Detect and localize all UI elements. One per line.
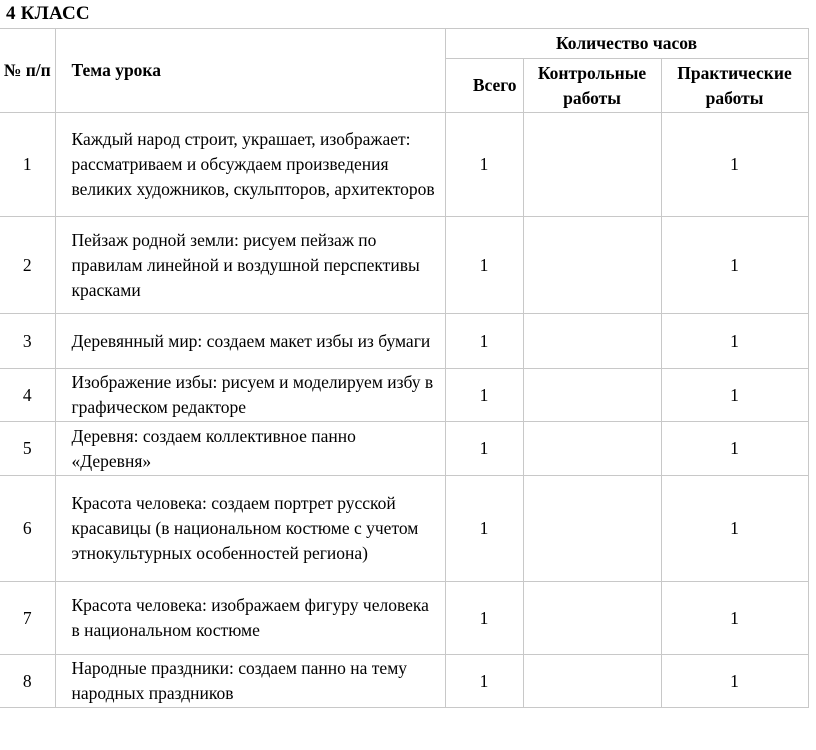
row-topic: Народные праздники: создаем панно на тему народных праздников (55, 655, 445, 708)
row-number: 4 (0, 369, 55, 422)
row-total: 1 (445, 314, 523, 369)
table-row (0, 113, 808, 217)
row-control (523, 655, 661, 708)
header-number: № п/п (0, 29, 55, 113)
header-topic: Тема урока (55, 29, 445, 113)
row-control (523, 314, 661, 369)
lessons-table (0, 28, 809, 708)
row-total: 1 (445, 476, 523, 582)
row-control (523, 217, 661, 314)
table-row (0, 582, 808, 655)
table-row (0, 422, 808, 476)
table-row (0, 369, 808, 422)
row-practice: 1 (661, 217, 808, 314)
row-number: 7 (0, 582, 55, 655)
row-topic: Деревянный мир: создаем макет избы из бумаги (55, 314, 445, 369)
row-number: 5 (0, 422, 55, 476)
row-topic: Каждый народ строит, украшает, изображает: рассматриваем и обсуждаем произведения великих художников, скульпторов, архитекторов (55, 113, 445, 217)
row-practice: 1 (661, 422, 808, 476)
page-title: 4 КЛАСС (6, 3, 90, 24)
table-row (0, 314, 808, 369)
header-hours: Количество часов (445, 29, 808, 59)
row-practice: 1 (661, 369, 808, 422)
table-row (0, 476, 808, 582)
header-total: Всего (445, 59, 523, 113)
row-control (523, 422, 661, 476)
row-topic: Изображение избы: рисуем и моделируем избу в графическом редакторе (55, 369, 445, 422)
row-practice: 1 (661, 655, 808, 708)
row-practice: 1 (661, 113, 808, 217)
table-row (0, 655, 808, 708)
row-number: 3 (0, 314, 55, 369)
row-practice: 1 (661, 476, 808, 582)
row-total: 1 (445, 113, 523, 217)
row-control (523, 582, 661, 655)
row-control (523, 476, 661, 582)
table-row (0, 217, 808, 314)
row-control (523, 369, 661, 422)
row-total: 1 (445, 422, 523, 476)
row-practice: 1 (661, 314, 808, 369)
header-control: Контрольные работы (523, 59, 661, 113)
row-control (523, 113, 661, 217)
row-number: 6 (0, 476, 55, 582)
row-practice: 1 (661, 582, 808, 655)
row-number: 2 (0, 217, 55, 314)
row-topic: Пейзаж родной земли: рисуем пейзаж по правилам линейной и воздушной перспективы красками (55, 217, 445, 314)
row-topic: Деревня: создаем коллективное панно «Деревня» (55, 422, 445, 476)
row-topic: Красота человека: создаем портрет русской красавицы (в национальном костюме с учетом этнокультурных особенностей региона) (55, 476, 445, 582)
row-number: 1 (0, 113, 55, 217)
row-total: 1 (445, 582, 523, 655)
row-topic: Красота человека: изображаем фигуру человека в национальном костюме (55, 582, 445, 655)
row-total: 1 (445, 217, 523, 314)
header-practice: Практические работы (661, 59, 808, 113)
row-total: 1 (445, 655, 523, 708)
row-number: 8 (0, 655, 55, 708)
row-total: 1 (445, 369, 523, 422)
